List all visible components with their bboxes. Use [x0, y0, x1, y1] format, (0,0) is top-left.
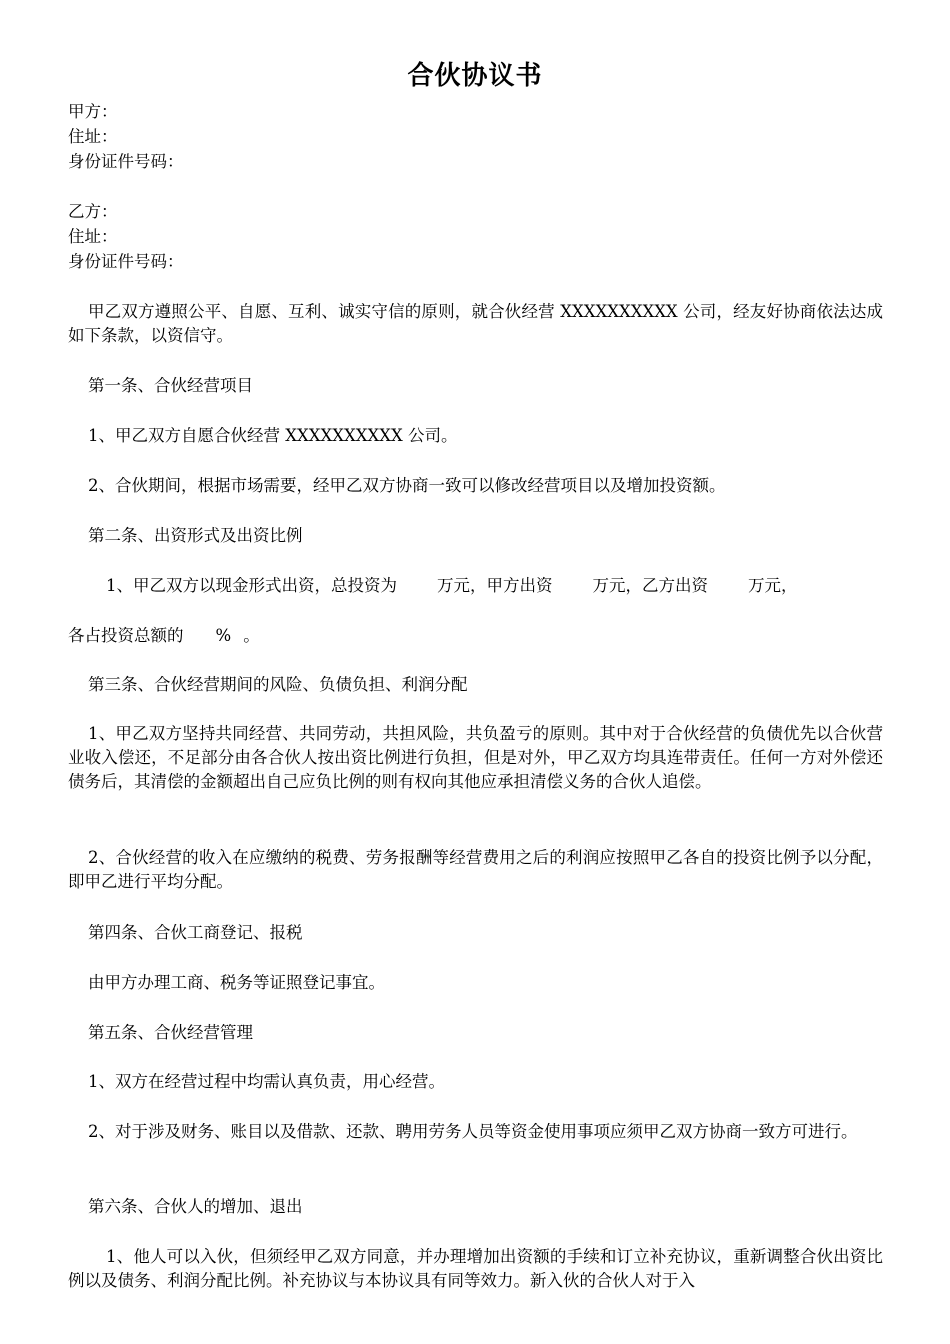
article-4-heading: 第四条、合伙工商登记、报税 — [88, 923, 303, 942]
party-b-label: 乙方： — [68, 202, 118, 221]
article-1-heading: 第一条、合伙经营项目 — [88, 376, 253, 395]
share-ratio-end: 。 — [243, 626, 260, 645]
party-a-id-label: 身份证件号码： — [68, 152, 184, 171]
party-a-investment-text: 万元，甲方出资 — [437, 576, 553, 595]
article-2-item-1-line-1 — [106, 574, 884, 598]
party-b-address-label: 住址： — [68, 227, 118, 246]
article-6-item-1: 1、他人可以入伙，但须经甲乙双方同意，并办理增加出资额的手续和订立补充协议，重新调整合伙出资比例以及债务、利润分配比例。补充协议与本协议具有同等效力。新入伙的合伙人对于入 — [68, 1247, 883, 1290]
article-3-item-2: 2、合伙经营的收入在应缴纳的税费、劳务报酬等经营费用之后的利润应按照甲乙各自的投资比例予以分配，即甲乙进行平均分配。 — [68, 848, 883, 891]
share-ratio-text: 各占投资总额的 — [68, 626, 184, 645]
article-5-item-1: 1、双方在经营过程中均需认真负责，用心经营。 — [88, 1072, 445, 1091]
article-6-heading: 第六条、合伙人的增加、退出 — [88, 1197, 303, 1216]
article-2-heading: 第二条、出资形式及出资比例 — [88, 526, 303, 545]
article-2-item-1-line-2 — [68, 624, 260, 648]
investment-unit-text: 万元， — [748, 576, 798, 595]
percent-sign: % — [215, 626, 232, 645]
article-3-item-1: 1、甲乙双方坚持共同经营、共同劳动，共担风险，共负盈亏的原则。其中对于合伙经营的负债优先以合伙营业收入偿还，不足部分由各合伙人按出资比例进行负担，但是对外，甲乙双方均具连带责任。任何一方对外偿还债务后，其清偿的金额超出自己应负比例的则有权向其他应承担清偿义务的合伙人追偿。 — [68, 724, 883, 791]
article-3-heading: 第三条、合伙经营期间的风险、负债负担、利润分配 — [88, 675, 468, 694]
article-5-heading: 第五条、合伙经营管理 — [88, 1023, 253, 1042]
article-1-item-2: 2、合伙期间，根据市场需要，经甲乙双方协商一致可以修改经营项目以及增加投资额。 — [88, 476, 726, 495]
party-a-label: 甲方： — [68, 102, 118, 121]
party-b-id-label: 身份证件号码： — [68, 252, 184, 271]
article-1-item-1: 1、甲乙双方自愿合伙经营 XXXXXXXXXX 公司。 — [88, 426, 458, 445]
preamble-paragraph: 甲乙双方遵照公平、自愿、互利、诚实守信的原则，就合伙经营 XXXXXXXXXX 公司，经友好协商依法达成如下条款，以资信守。 — [68, 302, 883, 345]
party-b-investment-text: 万元，乙方出资 — [592, 576, 708, 595]
document-title: 合伙协议书 — [407, 61, 543, 91]
article-5-item-2: 2、对于涉及财务、账目以及借款、还款、聘用劳务人员等资金使用事项应须甲乙双方协商一致方可进行。 — [88, 1122, 858, 1141]
total-investment-text: 1、甲乙双方以现金形式出资，总投资为 — [106, 576, 397, 595]
article-4-body: 由甲方办理工商、税务等证照登记事宜。 — [88, 973, 385, 992]
party-a-address-label: 住址： — [68, 127, 118, 146]
